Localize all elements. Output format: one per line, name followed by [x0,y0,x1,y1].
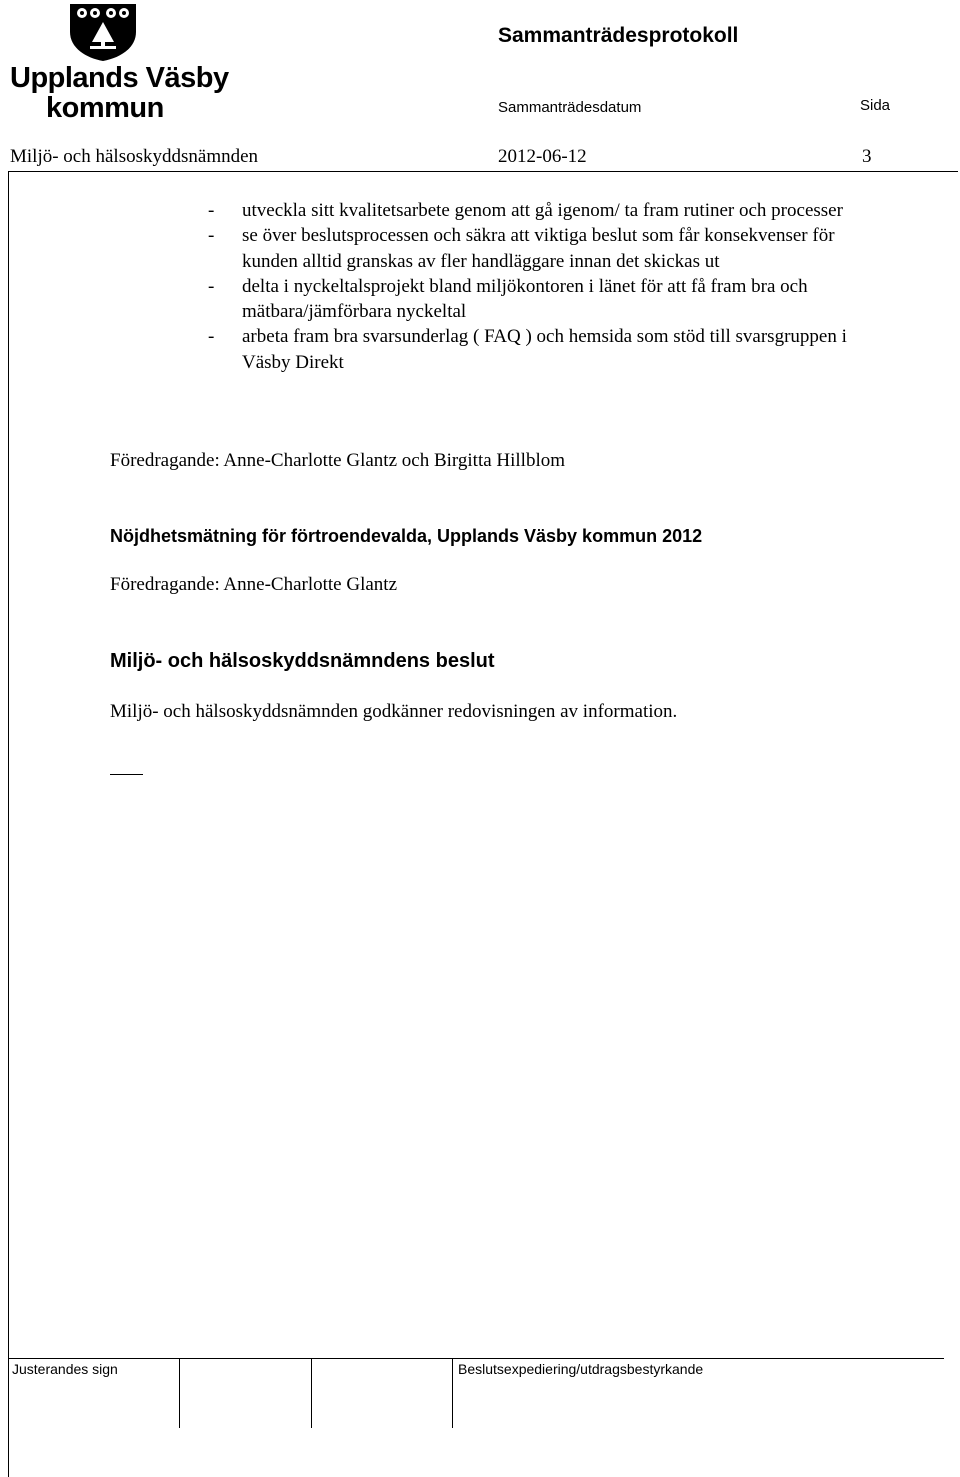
committee-name: Miljö- och hälsoskyddsnämnden [10,146,259,167]
bullet-dash: - [208,326,215,348]
footer-divider [8,1358,944,1359]
list-item-text: delta i nyckeltalsprojekt bland miljökontoren i länet för att få fram bra och mätbara/jämförbara nyckeltal [242,275,808,323]
municipality-logo [10,2,229,124]
meeting-date-label: Sammanträdesdatum [498,99,642,116]
page-number: 3 [862,146,872,167]
document-title: Sammanträdesprotokoll [498,24,739,47]
org-name-line2: kommun [46,92,164,124]
org-name-line1: Upplands Väsby [10,62,229,94]
footer-box-separator-1 [179,1358,180,1428]
list-item-text: utveckla sitt kvalitetsarbete genom att gå igenom/ ta fram rutiner och processer [242,200,843,221]
frame-left-border [8,171,9,1477]
list-item [208,274,878,325]
page-label: Sida [860,97,891,114]
list-item-text: se över beslutsprocessen och säkra att viktiga beslut som får konsekvenser för kunden alltid granskas av fler handläggare innan det skickas ut [242,225,835,272]
bullet-dash: - [208,225,215,247]
footer-signature-label: Justerandes sign [12,1361,118,1377]
list-item-text: arbeta fram bra svarsunderlag ( FAQ ) och hemsida som stöd till svarsgruppen i Väsby Direkt [242,326,847,373]
list-item [208,223,878,274]
section-heading-decision: Miljö- och hälsoskyddsnämndens beslut [110,650,495,672]
list-item [208,324,878,375]
presenter-line-1: Föredragande: Anne-Charlotte Glantz och Birgitta Hillblom [110,450,566,471]
footer-box-separator-3 [452,1358,453,1428]
meeting-date: 2012-06-12 [498,146,587,167]
section-heading-satisfaction-survey: Nöjdhetsmätning för förtroendevalda, Upplands Väsby kommun 2012 [110,526,703,546]
end-marker-line [110,774,143,775]
decision-text: Miljö- och hälsoskyddsnämnden godkänner redovisningen av information. [110,701,678,722]
coat-of-arms-icon [68,2,138,62]
list-item [208,198,878,223]
bullet-dash: - [208,275,215,297]
presenter-line-2: Föredragande: Anne-Charlotte Glantz [110,574,398,595]
footer-dispatch-label: Beslutsexpediering/utdragsbestyrkande [458,1361,704,1377]
header-divider [8,171,958,172]
bullet-list [208,198,878,375]
footer-box-separator-2 [311,1358,312,1428]
bullet-dash: - [208,200,215,221]
